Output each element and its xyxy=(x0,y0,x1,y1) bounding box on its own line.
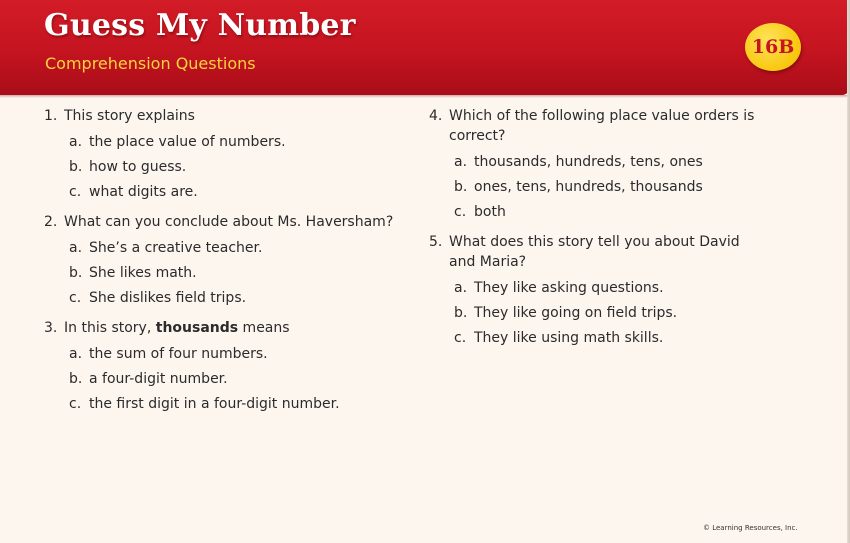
question-text: Which of the following place value orders is correct? xyxy=(449,108,755,144)
question-1 xyxy=(44,106,414,202)
question-number: 5. xyxy=(429,234,443,250)
answer-option-5a: a. They like asking questions. xyxy=(454,280,664,296)
answer-option-2c: c. She dislikes field trips. xyxy=(69,290,247,306)
answer-option-4a: a. thousands, hundreds, tens, ones xyxy=(454,154,703,170)
answer-option-1c: c. what digits are. xyxy=(69,184,198,200)
page-title: Guess My Number xyxy=(44,8,356,43)
answer-option-2a: a. She’s a creative teacher. xyxy=(69,240,263,256)
question-number: 1. xyxy=(44,108,58,124)
answer-option-3b: b. a four-digit number. xyxy=(69,371,228,387)
vocabulary-word: thousands xyxy=(155,320,239,336)
question-text: What does this story tell you about David and Maria? xyxy=(449,234,740,270)
question-5 xyxy=(429,232,829,348)
question-2 xyxy=(44,212,414,308)
card-number-badge xyxy=(745,23,801,71)
question-3 xyxy=(44,318,414,414)
answer-option-4b: b. ones, tens, hundreds, thousands xyxy=(454,179,703,195)
answer-option-3a: a. the sum of four numbers. xyxy=(69,346,268,362)
question-text: This story explains xyxy=(64,108,195,124)
answer-option-4c: c. both xyxy=(454,204,506,220)
answer-option-1a: a. the place value of numbers. xyxy=(69,134,286,150)
question-4 xyxy=(429,106,829,222)
question-number: 4. xyxy=(429,108,443,124)
answer-option-1b: b. how to guess. xyxy=(69,159,187,175)
answer-option-3c: c. the first digit in a four-digit number. xyxy=(69,396,340,412)
left-column xyxy=(44,106,414,424)
answer-option-2b: b. She likes math. xyxy=(69,265,197,281)
question-number: 2. xyxy=(44,214,58,230)
copyright-notice: © Learning Resources, Inc. xyxy=(703,524,798,532)
card-number-label: 16B xyxy=(751,36,795,58)
question-number: 3. xyxy=(44,320,58,336)
right-column xyxy=(429,106,829,358)
question-text: In this story, thousands means xyxy=(64,320,290,336)
page-subtitle: Comprehension Questions xyxy=(45,54,256,73)
question-text: What can you conclude about Ms. Haversham? xyxy=(64,214,394,230)
header-banner xyxy=(0,0,850,95)
answer-option-5b: b. They like going on field trips. xyxy=(454,305,678,321)
answer-option-5c: c. They like using math skills. xyxy=(454,330,664,346)
